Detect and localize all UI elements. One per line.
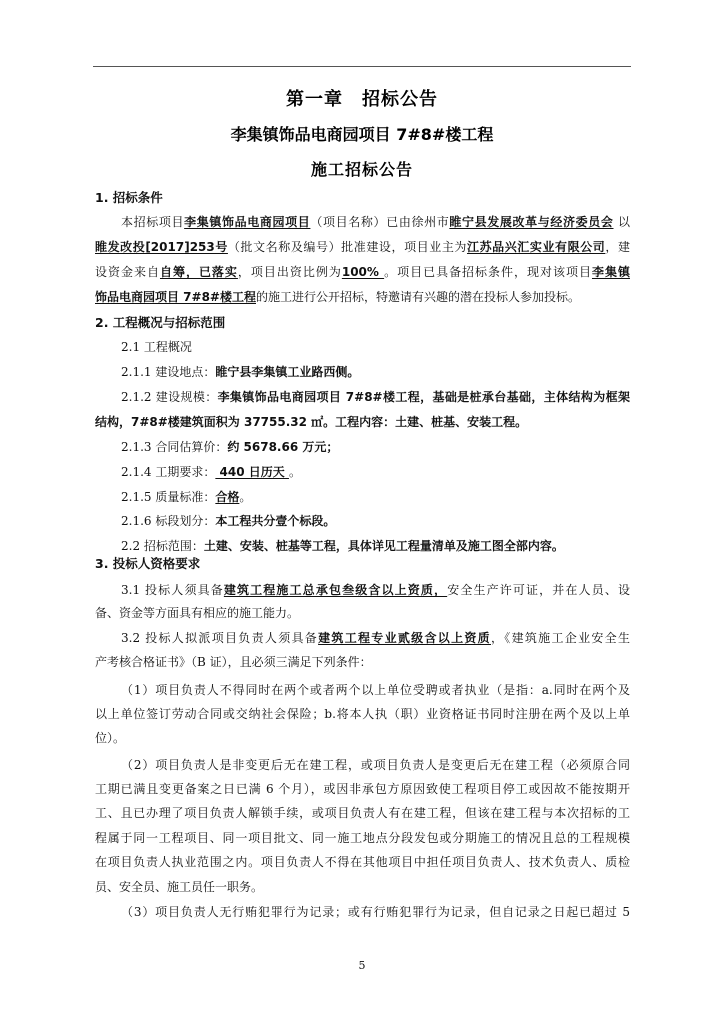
clause-line [121, 581, 630, 599]
clause-line [121, 438, 630, 456]
emphasis-text: 江苏品兴汇实业有限公司 [466, 240, 606, 254]
emphasis-text: 100% [341, 265, 385, 279]
section-heading-3 [95, 555, 630, 573]
emphasis-text: 睢宁县李集镇工业路西侧。 [215, 365, 360, 379]
condition-line [95, 853, 630, 871]
clause-line [121, 629, 630, 647]
text-run: 工期已满且变更备案之日已满 6 个月），或因非承包方原因致使工程项目停工或因故不能按期开 [95, 782, 630, 796]
section-heading-2 [95, 314, 630, 332]
section-heading-1 [95, 189, 630, 207]
text-run: （3）项目负责人无行贿犯罪行为记录；或有行贿犯罪行为记录，但自记录之日起已超过 5 [121, 905, 630, 919]
emphasis-text: 睢发改投[2017]253号 [95, 240, 228, 254]
emphasis-text: 建筑工程专业贰级含以上资质 [318, 631, 491, 645]
subsection-heading [121, 338, 630, 356]
emphasis-text: 1. 招标条件 [95, 190, 163, 205]
emphasis-text: 饰品电商园项目 7#8#楼工程 [95, 290, 256, 304]
emphasis-text: 建筑工程施工总承包叁级含以上资质， [223, 583, 448, 597]
text-run: 程属于同一工程项目、同一项目批文、同一施工地点分段发包或分期施工的情况且总的工程规模 [95, 831, 630, 845]
header-rule [93, 66, 631, 67]
text-run: 本招标项目 [121, 215, 185, 229]
text-run: 2.1.4 工期要求： [121, 465, 216, 479]
emphasis-text: 李集镇饰品电商园项目 7#8#楼工程，基础是桩承台基础，主体结构为框架 [217, 390, 630, 404]
emphasis-text: 2. 工程概况与招标范围 [95, 315, 226, 330]
text-run: 2.1 工程概况 [121, 340, 192, 354]
text-run: （1）项目负责人不得同时在两个或者两个以上单位受聘或者执业（是指：a.同时在两个及 [121, 683, 630, 697]
emphasis-text: 李集镇 [591, 265, 630, 279]
clause-line [121, 537, 630, 555]
condition-line [95, 878, 630, 896]
text-run: 的施工进行公开招标，特邀请有兴趣的潜在投标人参加投标。 [256, 290, 581, 304]
emphasis-text: 李集镇饰品电商园项目 [184, 215, 311, 229]
emphasis-text: 土建、安装、桩基等工程，具体详见工程量清单及施工图全部内容。 [203, 539, 564, 553]
paragraph-line [95, 238, 630, 256]
emphasis-text: 3. 投标人资格要求 [95, 556, 201, 571]
text-run: 位）。 [95, 731, 126, 745]
paragraph-line [121, 213, 630, 231]
text-run: ，项目出资比例为 [237, 265, 342, 279]
condition-line [121, 681, 630, 699]
text-run: 。 [239, 490, 252, 504]
text-run: 安全生产许可证，并在人员、设 [447, 583, 630, 597]
text-run: 3.2 投标人拟派项目负责人须具备 [121, 631, 319, 645]
text-run: 以 [613, 215, 630, 229]
text-run: 工、且已办理了项目负责人解锁手续，或项目负责人有在建工程，但该在建工程与本次招标的工 [95, 806, 630, 820]
emphasis-text: 440 日历天 [215, 465, 289, 479]
emphasis-text: 结构，7#8#楼建筑面积为 37755.32 ㎡。工程内容：土建、桩基、安装工程。 [95, 415, 528, 429]
paragraph-line [95, 288, 630, 306]
clause-line [95, 604, 630, 622]
condition-line [95, 729, 630, 747]
notice-title: 施工招标公告 [310, 160, 413, 179]
clause-line [95, 413, 630, 431]
emphasis-text: 约 5678.66 万元； [227, 440, 339, 454]
text-run: 3.1 投标人须具备 [121, 583, 224, 597]
text-run: 以上单位签订劳动合同或交纳社会保险；b.将本人执（职）业资格证书同时注册在两个及以上单 [95, 707, 630, 721]
text-run: 设资金来自 [95, 265, 160, 279]
condition-line [95, 829, 630, 847]
emphasis-text: 本工程共分壹个标段。 [215, 514, 336, 528]
text-run: 2.2 招标范围： [121, 539, 204, 553]
text-run: 2.1.1 建设地点： [121, 365, 216, 379]
condition-line [121, 903, 630, 921]
text-run: ，建 [605, 240, 630, 254]
clause-line [121, 463, 630, 481]
clause-line [121, 388, 630, 406]
condition-line [95, 804, 630, 822]
text-run: 。 [288, 465, 301, 479]
clause-line [95, 653, 630, 671]
text-run: 在项目负责人执业范围之内。项目负责人不得在其他项目中担任项目负责人、技术负责人、质检 [95, 855, 630, 869]
project-title: 李集镇饰品电商园项目 7#8#楼工程 [230, 125, 494, 144]
text-run: ，《建筑施工企业安全生 [490, 631, 630, 645]
text-run: 2.1.2 建设规模： [121, 390, 218, 404]
chapter-title: 第一章 招标公告 [286, 89, 438, 110]
text-run: 。项目已具备招标条件，现对该项目 [384, 265, 592, 279]
text-run: （批文名称及编号）批准建设，项目业主为 [227, 240, 467, 254]
text-run: 备、资金等方面具有相应的施工能力。 [95, 606, 300, 620]
text-run: （2）项目负责人是非变更后无在建工程，或项目负责人是变更后无在建工程（必须原合同 [121, 758, 630, 772]
text-run: 2.1.3 合同估算价： [121, 440, 228, 454]
text-run: （项目名称）已由徐州市 [310, 215, 450, 229]
paragraph-line [95, 263, 630, 281]
condition-line [121, 756, 630, 774]
clause-line [121, 512, 630, 530]
clause-line [121, 363, 630, 381]
condition-line [95, 780, 630, 798]
emphasis-text: 自筹，已落实 [159, 265, 238, 279]
text-run: 员、安全员、施工员任一职务。 [95, 880, 264, 894]
page-number: 5 [358, 959, 366, 972]
emphasis-text: 睢宁县发展改革与经济委员会 [449, 215, 614, 229]
clause-line [121, 488, 630, 506]
text-run: 2.1.6 标段划分： [121, 514, 216, 528]
emphasis-text: 合格 [215, 490, 240, 504]
condition-line [95, 705, 630, 723]
text-run: 产考核合格证书》（B 证），且必须三满足下列条件： [95, 655, 372, 669]
text-run: 2.1.5 质量标准： [121, 490, 216, 504]
